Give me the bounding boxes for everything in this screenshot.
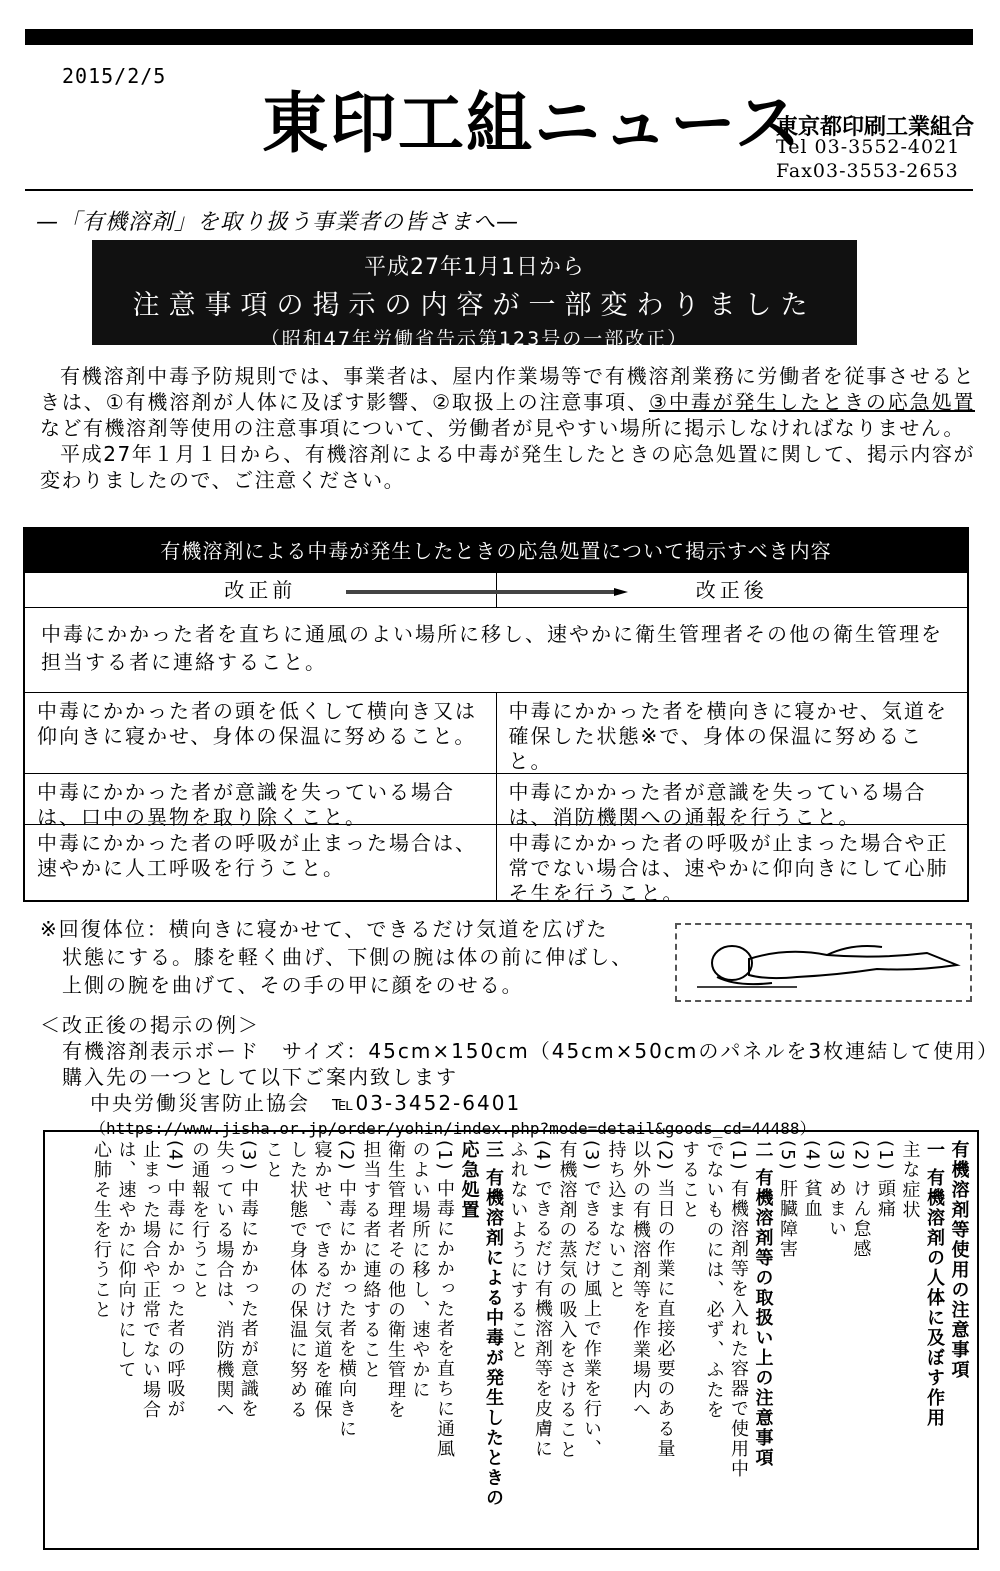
board-column: (2) 当日の作業に直接必要のある量 bbox=[654, 1140, 676, 1460]
board-column: 有機溶剤等使用の注意事項 bbox=[948, 1140, 970, 1380]
table-row bbox=[25, 774, 967, 829]
after-cell: 中毒にかかった者が意識を失っている場合は、消防機関への通報を行うこと。 bbox=[508, 780, 927, 829]
common-measure-row: 中毒にかかった者を直ちに通風のよい場所に移し、速やかに衛生管理者その他の衛生管理を担当する者に連絡すること。 bbox=[25, 608, 967, 693]
before-cell: 中毒にかかった者が意識を失っている場合は、口中の異物を取り除くこと。 bbox=[25, 774, 497, 824]
notice-banner bbox=[92, 240, 857, 350]
board-column: ふれないようにすること bbox=[507, 1140, 529, 1360]
board-column: 失っている場合は、消防機関へ bbox=[213, 1140, 235, 1420]
board-column: 主な症状 bbox=[899, 1140, 921, 1220]
board-column: 以外の有機溶剤等を作業場内へ bbox=[630, 1140, 651, 1420]
intro-paragraph-2: 平成27年１月１日から、有機溶剤による中毒が発生したときの応急処置に関して、掲示内容が変わりましたので、ご注意ください。 bbox=[40, 442, 975, 492]
board-column: 一 有機溶剤の人体に及ぼす作用 bbox=[924, 1140, 945, 1429]
recovery-position-figure bbox=[675, 923, 972, 1002]
board-column: すること bbox=[679, 1140, 700, 1220]
fax-number: Fax03-3553-2653 bbox=[776, 160, 959, 182]
issue-date: 2015/2/5 bbox=[62, 64, 167, 88]
right-arrow-icon bbox=[346, 588, 628, 596]
banner-headline: 注意事項の掲示の内容が一部変わりました bbox=[132, 290, 817, 321]
board-column: のよい場所に移し、速やかに bbox=[409, 1140, 431, 1400]
board-column: (3) 中毒にかかった者が意識を bbox=[238, 1140, 259, 1420]
board-column: 止まった場合や正常でない場合 bbox=[140, 1140, 161, 1420]
recovery-position-note bbox=[40, 915, 633, 999]
header-divider bbox=[25, 189, 973, 191]
board-column: (1) 有機溶剤等を入れた容器で使用中 bbox=[728, 1140, 749, 1480]
board-column: (1) 中毒にかかった者を直ちに通風 bbox=[434, 1140, 455, 1460]
sample-notice-board bbox=[43, 1130, 979, 1550]
board-size: 有機溶剤表示ボード サイズ：45cm×150cm（45cm×50cmのパネルを3枚連結して使用） bbox=[62, 1039, 1000, 1063]
before-cell: 中毒にかかった者の呼吸が止まった場合は、速やかに人工呼吸を行うこと。 bbox=[25, 825, 497, 900]
telephone: Tel 03-3552-4021 bbox=[776, 136, 961, 158]
board-column: (1) 頭痛 bbox=[875, 1140, 896, 1220]
board-column: 持ち込まないこと bbox=[605, 1140, 627, 1300]
board-column: (3) めまい bbox=[826, 1140, 847, 1240]
board-column: 応急処置 bbox=[458, 1140, 480, 1220]
board-column: 心肺そ生を行うこと bbox=[91, 1140, 112, 1320]
intro-paragraph-1 bbox=[40, 363, 975, 441]
board-column: (4) 貧血 bbox=[801, 1140, 823, 1220]
after-cell: 中毒にかかった者の呼吸が止まった場合や正常でない場合は、速やかに仰向きにして心肺そ生を行うこと。 bbox=[508, 831, 949, 905]
before-cell: 中毒にかかった者の頭を低くして横向き又は仰向きに寝かせ、身体の保温に努めること。 bbox=[25, 693, 497, 773]
organization-name: 東京都印刷工業組合 bbox=[776, 115, 975, 140]
table-row bbox=[25, 825, 967, 905]
board-column: (3) できるだけ風上で作業を行い、 bbox=[581, 1140, 602, 1460]
order-url[interactable]: （https://www.jisha.or.jp/order/yohin/index.php?mode=detail&goods_cd=44488） bbox=[90, 1119, 816, 1138]
board-column: でないものには、必ず、ふたを bbox=[703, 1140, 725, 1420]
purchase-info: 購入先の一つとして以下ご案内致します bbox=[62, 1065, 458, 1089]
board-column: (5) 肝臓障害 bbox=[777, 1140, 798, 1260]
note-line: ※回復体位：横向きに寝かせて、できるだけ気道を広げた bbox=[40, 917, 609, 941]
intro-p1-part-c: など有機溶剤等使用の注意事項について、労働者が見やすい場所に掲示しなければなりません。 bbox=[40, 416, 965, 440]
after-header: 改正後 bbox=[695, 578, 768, 602]
top-rule bbox=[25, 29, 973, 45]
board-column: 三 有機溶剤による中毒が発生したときの bbox=[483, 1140, 504, 1509]
board-column: (2) けん怠感 bbox=[850, 1140, 872, 1260]
table-heading: 有機溶剤による中毒が発生したときの応急処置について掲示すべき内容 bbox=[25, 529, 967, 573]
before-header: 改正前 bbox=[25, 573, 497, 607]
board-column: は、速やかに仰向けにして bbox=[115, 1140, 137, 1380]
board-column: 寝かせ、できるだけ気道を確保 bbox=[311, 1140, 333, 1420]
table-row bbox=[25, 693, 967, 774]
board-column: の通報を行うこと bbox=[189, 1140, 210, 1300]
intro-text bbox=[40, 363, 975, 493]
board-column: こと bbox=[262, 1140, 284, 1180]
note-line: 状態にする。膝を軽く曲げ、下側の腕は体の前に伸ばし、 bbox=[62, 945, 634, 969]
association-contact: 中央労働災害防止協会 ℡03-3452-6401 bbox=[90, 1091, 522, 1115]
example-section bbox=[40, 1012, 999, 1142]
example-heading: ＜改正後の掲示の例＞ bbox=[40, 1013, 260, 1037]
newsletter-title: 東印工組ニュース bbox=[262, 85, 803, 162]
board-column: (4) 中毒にかかった者の呼吸が bbox=[164, 1140, 186, 1420]
banner-date-line: 平成27年1月1日から bbox=[364, 255, 585, 280]
intro-p1-underlined: ③中毒が発生したときの応急処置 bbox=[649, 390, 975, 414]
comparison-table bbox=[23, 527, 969, 905]
after-cell: 中毒にかかった者を横向きに寝かせ、気道を確保した状態※で、身体の保温に努めること。 bbox=[508, 699, 948, 773]
board-column: (2) 中毒にかかった者を横向きに bbox=[336, 1140, 357, 1440]
board-column: 有機溶剤の蒸気の吸入をさけること bbox=[556, 1140, 578, 1460]
board-column: した状態で身体の保温に努める bbox=[287, 1140, 308, 1420]
board-column: 二 有機溶剤等の取扱い上の注意事項 bbox=[752, 1140, 774, 1469]
board-column: 担当する者に連絡すること bbox=[360, 1140, 382, 1380]
intro-p1-part-a: 有機溶剤中毒予防規則では、事業者は、屋内作業場等で有機溶剤業務に労働者を従事させるときは、①有機溶剤が人体に及ぼす影響、②取扱上の注意事項、 bbox=[40, 364, 975, 414]
board-column: (4) できるだけ有機溶剤等を皮膚に bbox=[532, 1140, 553, 1460]
audience-subtitle: —「有機溶剤」を取り扱う事業者の皆さまへ— bbox=[36, 210, 520, 235]
note-line: 上側の腕を曲げて、その手の甲に顔をのせる。 bbox=[62, 973, 524, 997]
banner-reference: （昭和47年労働省告示第123号の一部改正） bbox=[260, 328, 689, 350]
board-column: 衛生管理者その他の衛生管理を bbox=[385, 1140, 406, 1420]
